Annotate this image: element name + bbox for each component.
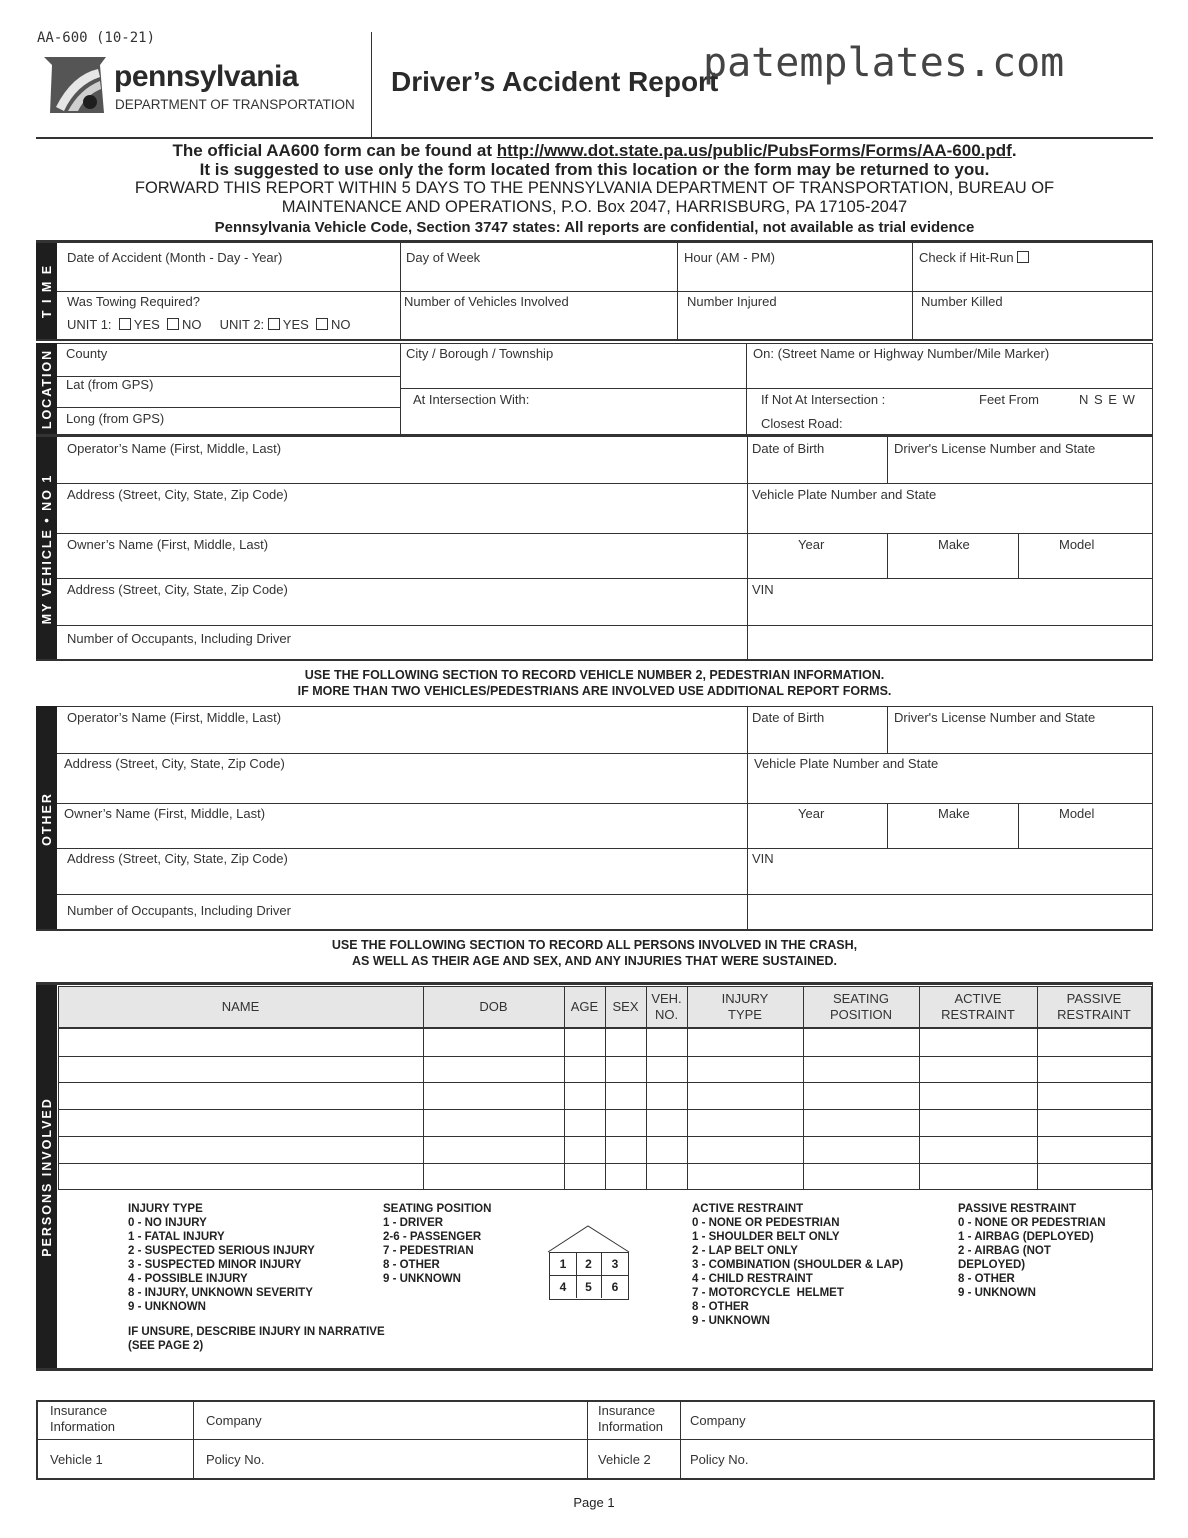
seating-diagram: [549, 1252, 629, 1300]
pennsylvania-keystone-logo: [42, 55, 108, 115]
other-section-label: OTHER: [39, 791, 54, 846]
hour-label: Hour (AM - PM): [684, 250, 775, 265]
other-occupants-label: Number of Occupants, Including Driver: [67, 903, 291, 918]
persons-section-bar: [36, 983, 57, 1370]
operator-name-label: Operator’s Name (First, Middle, Last): [67, 441, 282, 456]
injury-note: IF UNSURE, DESCRIBE INJURY IN NARRATIVE (SEE PAGE 2): [128, 1326, 385, 1352]
unit2-no-label: NO: [331, 317, 351, 332]
brand-name: pennsylvania: [114, 60, 299, 93]
other-owner-name-label: Owner’s Name (First, Middle, Last): [64, 806, 266, 821]
table-row[interactable]: [58, 1163, 1151, 1190]
intro-prefix: The official AA600 form can be found at: [172, 141, 497, 160]
col-injury-type: INJURY TYPE: [721, 991, 769, 1022]
intro-line-2: It is suggested to use only the form located from this location or the form may be returned to you.: [199, 160, 990, 179]
intersection-label: At Intersection With:: [413, 392, 530, 407]
unit1-no-label: NO: [182, 317, 202, 332]
unit1-yes-label: YES: [133, 317, 160, 332]
unit2-label: UNIT 2:: [219, 317, 265, 332]
intro-line-3: FORWARD THIS REPORT WITHIN 5 DAYS TO THE PENNSYLVANIA DEPARTMENT OF TRANSPORTATION, BUREAU OF: [134, 179, 1055, 197]
towing-label: Was Towing Required?: [67, 294, 200, 309]
table-row[interactable]: [58, 1136, 1151, 1164]
page-number: Page 1: [573, 1495, 615, 1510]
intro-suffix: .: [1011, 141, 1017, 160]
col-seating-position: SEATING POSITION: [829, 991, 893, 1022]
col-passive-restraint: PASSIVE RESTRAINT: [1057, 991, 1131, 1022]
plate-label: Vehicle Plate Number and State: [752, 487, 937, 502]
active-restraint-legend: ACTIVE RESTRAINT 0 - NONE OR PEDESTRIAN 1 - SHOULDER BELT ONLY 2 - LAP BELT ONLY 3 - COMBINATION (SHOULDER & LAP) 4 - CHILD RESTRAINT 7 - MOTORCYCLE HELMET 8 - OTHER 9 - UNKNOWN: [692, 1203, 904, 1327]
my-vehicle-section-bar: [36, 437, 57, 661]
unit2-yes-label: YES: [282, 317, 309, 332]
county-label: County: [66, 346, 108, 361]
location-section-label: LOCATION: [39, 348, 54, 430]
vehicle2-note-line-1: USE THE FOLLOWING SECTION TO RECORD VEHICLE NUMBER 2, PEDESTRIAN INFORMATION.: [304, 668, 885, 682]
insurance-table: [36, 1400, 1155, 1480]
form-url-link[interactable]: http://www.dot.state.pa.us/public/PubsForms/Forms/AA-600.pdf: [496, 141, 1012, 160]
number-injured-label: Number Injured: [687, 294, 777, 309]
other-vin-label: VIN: [752, 851, 774, 866]
col-name: NAME: [221, 999, 260, 1014]
table-row[interactable]: [58, 1029, 1151, 1057]
form-id: AA-600 (10-21): [37, 30, 156, 46]
col-active-restraint: ACTIVE RESTRAINT: [941, 991, 1015, 1022]
seat-5: 5: [576, 1276, 602, 1298]
hit-run-label: [919, 250, 1032, 265]
number-killed-label: Number Killed: [921, 294, 1003, 309]
vehicles-involved-label: Number of Vehicles Involved: [404, 294, 569, 309]
unit2-no-checkbox[interactable]: [316, 318, 328, 330]
company-1-label: Company: [206, 1413, 262, 1428]
table-row[interactable]: [58, 1082, 1151, 1110]
make-label: Make: [938, 537, 970, 552]
vehicle-roof-icon: [547, 1225, 631, 1253]
seat-1: 1: [550, 1253, 577, 1276]
time-section-label: T I M E: [39, 263, 54, 318]
seat-2: 2: [576, 1253, 602, 1276]
year-label: Year: [798, 537, 825, 552]
other-model-label: Model: [1059, 806, 1095, 821]
operator-address-label: Address (Street, City, State, Zip Code): [67, 487, 288, 502]
other-year-label: Year: [798, 806, 825, 821]
passive-restraint-legend: PASSIVE RESTRAINT 0 - NONE OR PEDESTRIAN 1 - AIRBAG (DEPLOYED) 2 - AIRBAG (NOT DEPLOYED) 8 - OTHER 9 - UNKNOWN: [958, 1203, 1106, 1299]
unit1-no-checkbox[interactable]: [167, 318, 179, 330]
unit1-label: UNIT 1:: [67, 317, 112, 332]
accident-date-label: Date of Accident (Month - Day - Year): [67, 250, 283, 265]
seat-3: 3: [602, 1253, 628, 1276]
insurance-info-2-label: Insurance Information: [598, 1403, 664, 1434]
other-plate-label: Vehicle Plate Number and State: [754, 756, 939, 771]
towing-options: [67, 317, 351, 332]
other-operator-name-label: Operator’s Name (First, Middle, Last): [67, 710, 282, 725]
lat-label: Lat (from GPS): [66, 377, 154, 392]
table-row[interactable]: [58, 1056, 1151, 1083]
other-section-bar: [36, 706, 57, 931]
watermark: patemplates.com: [703, 40, 1065, 86]
long-label: Long (from GPS): [66, 411, 165, 426]
street-label: On: (Street Name or Highway Number/Mile Marker): [753, 346, 1050, 361]
closest-road-label: Closest Road:: [761, 416, 843, 431]
company-2-label: Company: [690, 1413, 746, 1428]
other-owner-address-label: Address (Street, City, State, Zip Code): [67, 851, 288, 866]
col-veh-no: VEH. NO.: [651, 991, 682, 1022]
injury-type-legend: INJURY TYPE 0 - NO INJURY 1 - FATAL INJURY 2 - SUSPECTED SERIOUS INJURY 3 - SUSPECTED MINOR INJURY 4 - POSSIBLE INJURY 8 - INJURY, UNKNOWN SEVERITY 9 - UNKNOWN: [128, 1203, 315, 1313]
license-label: Driver's License Number and State: [894, 441, 1096, 456]
seating-position-legend: SEATING POSITION 1 - DRIVER 2-6 - PASSENGER 7 - PEDESTRIAN 8 - OTHER 9 - UNKNOWN: [383, 1203, 492, 1285]
unit1-yes-checkbox[interactable]: [119, 318, 131, 330]
other-operator-address-label: Address (Street, City, State, Zip Code): [64, 756, 285, 771]
day-of-week-label: Day of Week: [406, 250, 481, 265]
owner-name-label: Owner’s Name (First, Middle, Last): [67, 537, 269, 552]
vehicle-1-label: Vehicle 1: [50, 1452, 103, 1467]
other-dob-label: Date of Birth: [752, 710, 825, 725]
time-section-bar: [36, 241, 57, 340]
vehicle-2-label: Vehicle 2: [598, 1452, 651, 1467]
vehicle2-note-line-2: IF MORE THAN TWO VEHICLES/PEDESTRIANS ARE INVOLVED USE ADDITIONAL REPORT FORMS.: [297, 684, 892, 698]
vin-label: VIN: [752, 582, 774, 597]
my-vehicle-section-label: MY VEHICLE • NO 1: [39, 473, 54, 625]
col-sex: SEX: [612, 999, 639, 1014]
intro-line-1: [36, 141, 1153, 161]
not-intersection-label: If Not At Intersection :: [761, 392, 886, 407]
seat-4: 4: [550, 1276, 577, 1298]
persons-section-label: PERSONS INVOLVED: [39, 1096, 54, 1257]
brand-department: DEPARTMENT OF TRANSPORTATION: [115, 97, 355, 112]
unit2-yes-checkbox[interactable]: [268, 318, 280, 330]
other-make-label: Make: [938, 806, 970, 821]
page-title: Driver’s Accident Report: [391, 66, 719, 97]
dob-label: Date of Birth: [752, 441, 825, 456]
occupants-label: Number of Occupants, Including Driver: [67, 631, 291, 646]
seat-6: 6: [611, 1280, 619, 1294]
policy-2-label: Policy No.: [690, 1452, 749, 1467]
col-dob: DOB: [479, 999, 508, 1014]
policy-1-label: Policy No.: [206, 1452, 265, 1467]
other-license-label: Driver's License Number and State: [894, 710, 1096, 725]
col-age: AGE: [570, 999, 599, 1014]
hit-run-text: Check if Hit-Run: [919, 250, 1014, 265]
city-label: City / Borough / Township: [406, 346, 554, 361]
direction-label: N S E W: [1079, 392, 1136, 407]
model-label: Model: [1059, 537, 1095, 552]
persons-note-line-1: USE THE FOLLOWING SECTION TO RECORD ALL PERSONS INVOLVED IN THE CRASH,: [331, 938, 858, 952]
persons-note-line-2: AS WELL AS THEIR AGE AND SEX, AND ANY INJURIES THAT WERE SUSTAINED.: [352, 954, 837, 968]
hit-run-checkbox[interactable]: [1017, 251, 1029, 263]
table-row[interactable]: [58, 1109, 1151, 1137]
feet-from-label: Feet From: [979, 392, 1039, 407]
location-section-bar: [36, 343, 57, 435]
intro-line-5: Pennsylvania Vehicle Code, Section 3747 states: All reports are confidential, not available as trial evidence: [214, 219, 975, 236]
intro-line-4: MAINTENANCE AND OPERATIONS, P.O. Box 2047, HARRISBURG, PA 17105-2047: [281, 198, 908, 216]
insurance-info-1-label: Insurance Information: [50, 1403, 116, 1434]
owner-address-label: Address (Street, City, State, Zip Code): [67, 582, 288, 597]
